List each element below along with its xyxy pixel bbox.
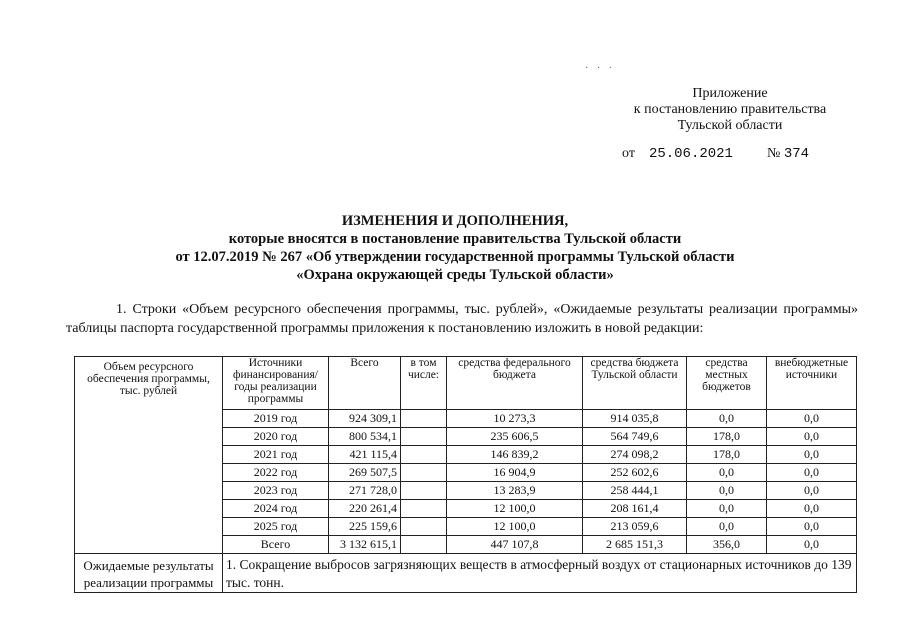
- regional-cell: 914 035,8: [583, 410, 687, 428]
- extrabudgetary-cell: 0,0: [767, 518, 857, 536]
- local-cell: 356,0: [687, 536, 767, 554]
- scan-artifact-dots: · · ·: [585, 63, 615, 74]
- year-cell: 2023 год: [223, 482, 329, 500]
- including-cell: [401, 482, 447, 500]
- local-cell: 178,0: [687, 428, 767, 446]
- federal-cell: 12 100,0: [447, 500, 583, 518]
- total-cell: 3 132 615,1: [329, 536, 401, 554]
- total-cell: 225 159,6: [329, 518, 401, 536]
- year-cell: 2019 год: [223, 410, 329, 428]
- appendix-line-3: Тульской области: [677, 118, 783, 133]
- year-cell: 2022 год: [223, 464, 329, 482]
- including-cell: [401, 446, 447, 464]
- total-cell: 421 115,4: [329, 446, 401, 464]
- including-cell: [401, 410, 447, 428]
- decree-date: 25.06.2021: [648, 146, 733, 162]
- regional-cell: 258 444,1: [583, 482, 687, 500]
- including-cell: [401, 536, 447, 554]
- including-cell: [401, 500, 447, 518]
- resource-support-label: Объем ресурсного обеспечения программы, тыс. рублей: [75, 357, 223, 554]
- regional-cell: 252 602,6: [583, 464, 687, 482]
- appendix-block: [600, 86, 860, 134]
- regional-cell: 2 685 151,3: [583, 536, 687, 554]
- title-line-4: «Охрана окружающей среды Тульской области»: [296, 267, 614, 283]
- federal-cell: 16 904,9: [447, 464, 583, 482]
- extrabudgetary-cell: 0,0: [767, 482, 857, 500]
- col-header-regional: средства бюджета Тульской области: [583, 357, 687, 410]
- col-header-including: в том числе:: [401, 357, 447, 410]
- regional-cell: 564 749,6: [583, 428, 687, 446]
- federal-cell: 12 100,0: [447, 518, 583, 536]
- including-cell: [401, 518, 447, 536]
- federal-cell: 146 839,2: [447, 446, 583, 464]
- extrabudgetary-cell: 0,0: [767, 536, 857, 554]
- including-cell: [401, 464, 447, 482]
- total-cell: 220 261,4: [329, 500, 401, 518]
- regional-cell: 208 161,4: [583, 500, 687, 518]
- local-cell: 0,0: [687, 500, 767, 518]
- year-cell: 2024 год: [223, 500, 329, 518]
- year-cell: 2025 год: [223, 518, 329, 536]
- decree-number: 374: [783, 146, 810, 162]
- table-header-row: [75, 357, 857, 410]
- title-line-3: от 12.07.2019 № 267 «Об утверждении государственной программы Тульской области: [175, 249, 735, 265]
- date-prefix: от: [622, 146, 635, 161]
- local-cell: 0,0: [687, 482, 767, 500]
- col-header-extrabudgetary: внебюджетные источники: [767, 357, 857, 410]
- local-cell: 178,0: [687, 446, 767, 464]
- total-cell: 269 507,5: [329, 464, 401, 482]
- regional-cell: 213 059,6: [583, 518, 687, 536]
- federal-cell: 235 606,5: [447, 428, 583, 446]
- total-label-cell: Всего: [223, 536, 329, 554]
- title-line-1: ИЗМЕНЕНИЯ И ДОПОЛНЕНИЯ,: [341, 213, 569, 229]
- expected-results-text: 1. Сокращение выбросов загрязняющих веществ в атмосферный воздух от стационарных источников до 139 тыс. тонн.: [223, 554, 857, 593]
- total-cell: 924 309,1: [329, 410, 401, 428]
- extrabudgetary-cell: 0,0: [767, 410, 857, 428]
- extrabudgetary-cell: 0,0: [767, 500, 857, 518]
- federal-cell: 447 107,8: [447, 536, 583, 554]
- regional-cell: 274 098,2: [583, 446, 687, 464]
- federal-cell: 13 283,9: [447, 482, 583, 500]
- total-cell: 800 534,1: [329, 428, 401, 446]
- appendix-line-2: к постановлению правительства: [633, 102, 827, 117]
- extrabudgetary-cell: 0,0: [767, 464, 857, 482]
- col-header-local: средства местных бюджетов: [687, 357, 767, 410]
- program-passport-table: [74, 356, 857, 593]
- col-header-total: Всего: [329, 357, 401, 410]
- expected-results-label: Ожидаемые результаты реализации программы: [75, 554, 223, 593]
- document-title: [60, 212, 850, 284]
- extrabudgetary-cell: 0,0: [767, 446, 857, 464]
- local-cell: 0,0: [687, 518, 767, 536]
- federal-cell: 10 273,3: [447, 410, 583, 428]
- extrabudgetary-cell: 0,0: [767, 428, 857, 446]
- local-cell: 0,0: [687, 410, 767, 428]
- col-header-sources: Источники финансирования/ годы реализации программы: [223, 357, 329, 410]
- year-cell: 2021 год: [223, 446, 329, 464]
- year-cell: 2020 год: [223, 428, 329, 446]
- col-header-federal: средства федерального бюджета: [447, 357, 583, 410]
- including-cell: [401, 428, 447, 446]
- total-cell: 271 728,0: [329, 482, 401, 500]
- local-cell: 0,0: [687, 464, 767, 482]
- number-prefix: №: [766, 146, 781, 161]
- appendix-line-1: Приложение: [692, 86, 768, 101]
- amendment-paragraph: 1. Строки «Объем ресурсного обеспечения программы, тыс. рублей», «Ожидаемые результаты реализации программы» таблицы паспорта государственной программы приложения к постановлению изложить в новой редакции:: [66, 302, 858, 336]
- title-line-2: которые вносятся в постановление правительства Тульской области: [228, 231, 682, 247]
- expected-results-row: [75, 554, 857, 593]
- decree-date-line: [622, 146, 809, 162]
